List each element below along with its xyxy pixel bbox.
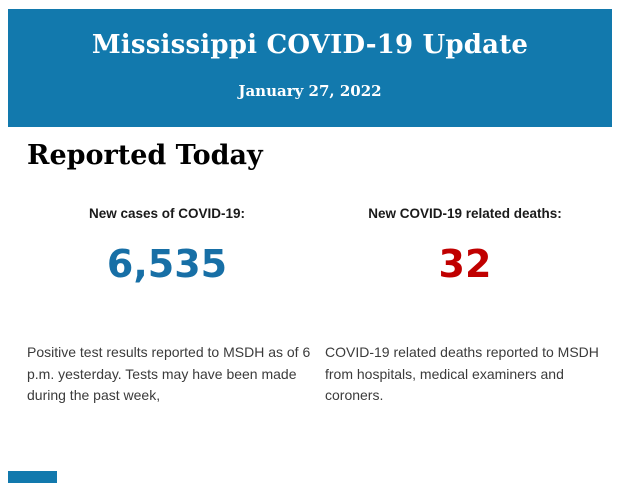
stat-description-new-cases: Positive test results reported to MSDH as of 6 p.m. yesterday. Tests may have been made during the past week,	[27, 344, 311, 403]
stat-label-new-deaths: New COVID-19 related deaths:	[368, 206, 562, 221]
newsletter-title: Mississippi COVID-19 Update	[91, 30, 529, 60]
stat-card-new-cases	[27, 206, 307, 286]
stat-description-new-deaths: COVID-19 related deaths reported to MSDH from hospitals, medical examiners and coroners.	[325, 344, 599, 403]
header-band	[8, 9, 612, 127]
stat-label-new-cases: New cases of COVID-19:	[88, 206, 246, 221]
stat-card-new-deaths	[325, 206, 605, 286]
next-section-peek	[8, 471, 57, 483]
stat-value-new-cases: 6,535	[106, 242, 228, 286]
newsletter-date: January 27, 2022	[238, 82, 382, 100]
section-heading: Reported Today	[27, 140, 263, 171]
stat-value-new-deaths: 32	[438, 242, 492, 286]
